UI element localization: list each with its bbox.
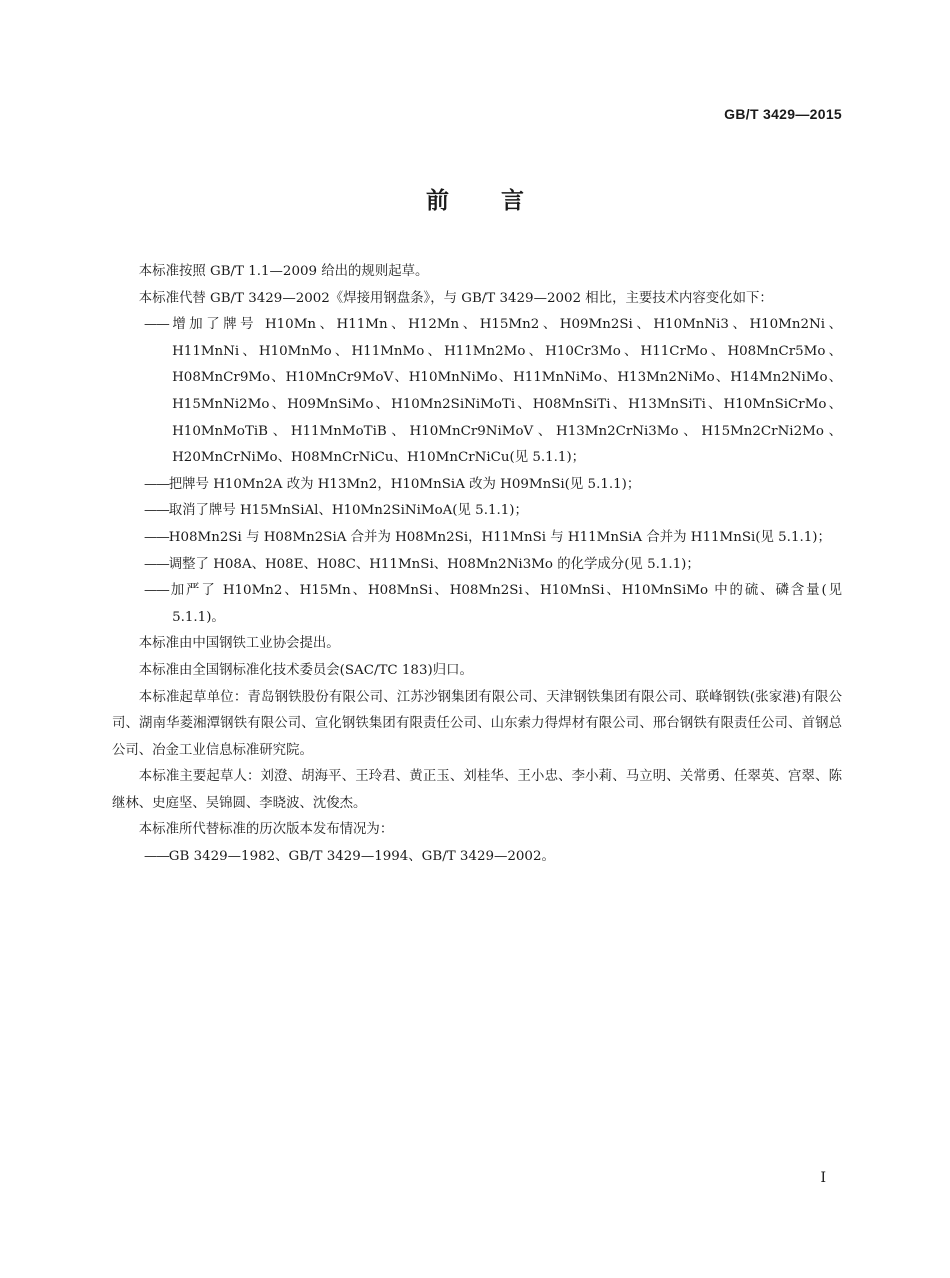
paragraph-proposer: 本标准由中国钢铁工业协会提出。 (138, 636, 340, 652)
list-item-text: H08Mn2Si 与 H08Mn2SiA 合并为 H08Mn2Si，H11MnSi 与 H11MnSiA 合并为 H11MnSi(见 5.1.1)； (168, 529, 831, 545)
dash-marker: —— (144, 849, 169, 865)
paragraph-committee: 本标准由全国钢标准化技术委员会(SAC/TC 183)归口。 (138, 662, 473, 678)
dash-marker: —— (144, 476, 169, 492)
history-item (144, 844, 842, 871)
standard-code: GB/T 3429—2015 (724, 106, 842, 122)
dash-marker: —— (144, 529, 169, 545)
paragraph-drafting-rules: 本标准按照 GB/T 1.1—2009 给出的规则起草。 (138, 264, 429, 279)
list-item (144, 552, 842, 579)
page-number: I (820, 1170, 826, 1186)
list-item-text: 加严了 H10Mn2、H15Mn、H08MnSi、H08Mn2Si、H10MnSi、H10MnSiMo 中的硫、磷含量(见 5.1.1)。 (168, 583, 842, 625)
list-item-text: 调整了 H08A、H08E、H08C、H11MnSi、H08Mn2Ni3Mo 的化学成分(见 5.1.1)； (168, 556, 700, 572)
list-item (144, 472, 842, 499)
list-item (144, 578, 842, 631)
foreword-body (112, 259, 842, 871)
page-title: 前言 (426, 188, 576, 214)
list-item (144, 525, 842, 552)
dash-marker: —— (144, 503, 169, 519)
paragraph-history-intro: 本标准所代替标准的历次版本发布情况为： (138, 822, 394, 838)
paragraph-replacement: 本标准代替 GB/T 3429—2002《焊接用钢盘条》，与 GB/T 3429—2002 相比，主要技术内容变化如下： (138, 290, 773, 306)
history-text: GB 3429—1982、GB/T 3429—1994、GB/T 3429—2002。 (168, 849, 555, 865)
list-item-text: 把牌号 H10Mn2A 改为 H13Mn2，H10MnSiA 改为 H09MnSi(见 5.1.1)； (168, 476, 641, 492)
dash-marker: —— (144, 583, 169, 599)
changes-list (112, 312, 842, 631)
list-item-text: 取消了牌号 H15MnSiAl、H10Mn2SiNiMoA(见 5.1.1)； (168, 503, 528, 519)
dash-marker: —— (144, 556, 169, 572)
paragraph-drafters: 本标准主要起草人：刘澄、胡海平、王玲君、黄正玉、刘桂华、王小忠、李小莉、马立明、关常勇、任翠英、宫翠、陈继林、史庭坚、吴锦圆、李晓波、沈俊杰。 (112, 769, 842, 811)
paragraph-drafting-units: 本标准起草单位：青岛钢铁股份有限公司、江苏沙钢集团有限公司、天津钢铁集团有限公司、联峰钢铁(张家港)有限公司、湖南华菱湘潭钢铁有限公司、宣化钢铁集团有限责任公司、山东索力得焊材有限公司、邢台钢铁有限责任公司、首钢总公司、冶金工业信息标准研究院。 (112, 689, 842, 758)
list-item (144, 312, 842, 472)
list-item (144, 498, 842, 525)
list-item-text: 增加了牌号 H10Mn、H11Mn、H12Mn、H15Mn2、H09Mn2Si、H10MnNi3、H10Mn2Ni、H11MnNi、H10MnMo、H11MnMo、H11Mn2Mo、H10Cr3Mo、H11CrMo、H08MnCr5Mo、H08MnCr9Mo、H10MnCr9MoV、H10MnNiMo、H11MnNiMo、H13Mn2NiMo、H14Mn2NiMo、H15MnNi2Mo、H09MnSiMo、H10Mn2SiNiMoTi、H08MnSiTi、H13MnSiTi、H10MnSiCrMo、H10MnMoTiB、H11MnMoTiB、H10MnCr9NiMoV、H13Mn2CrNi3Mo、H15Mn2CrNi2Mo、H20MnCrNiMo、H08MnCrNiCu、H10MnCrNiCu(见 5.1.1)； (168, 317, 842, 466)
dash-marker: —— (144, 317, 169, 333)
